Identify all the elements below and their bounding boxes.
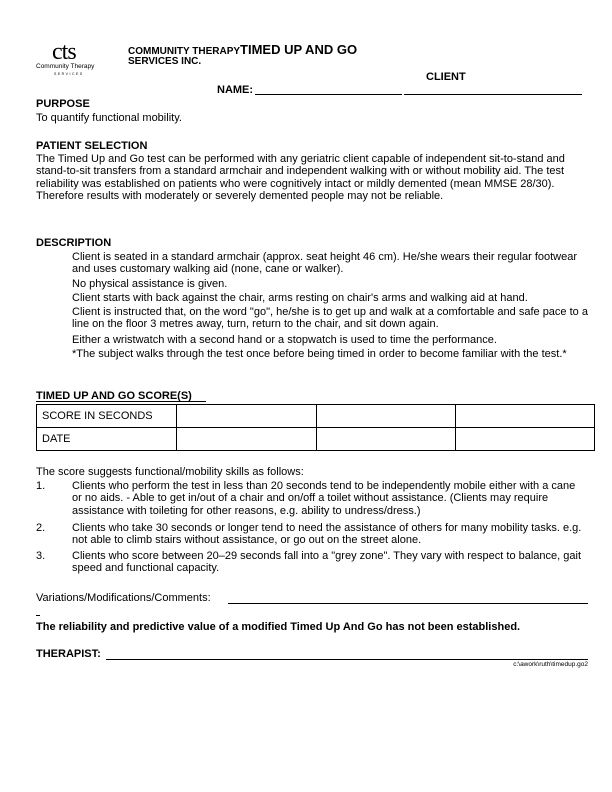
table-row <box>37 405 595 428</box>
date-row-label: DATE <box>37 428 177 451</box>
interpretation-item <box>36 480 588 517</box>
description-item-text: No physical assistance is given. <box>72 278 228 290</box>
item-number: 3. <box>36 550 46 562</box>
therapist-line[interactable] <box>106 659 588 660</box>
scores-heading: TIMED UP AND GO SCORE(S) <box>36 390 192 402</box>
variations-line-short <box>36 615 40 616</box>
score-table <box>36 404 595 451</box>
patient-selection-text: The Timed Up and Go test can be performed with any geriatric client capable of independent sit-to-stand and stand-to-sit transfers from a standard armchair and independent walking with or without mobility aid. The test reliability was established on patients who were cognitively intact or mildly demented (mean MMSE 28/30). Therefore results with moderately or severely demented people may not be reliable. <box>36 153 565 203</box>
file-path: c:\awork\ruth\timedup.go2 <box>513 661 588 668</box>
table-row <box>37 428 595 451</box>
date-cell[interactable] <box>177 428 317 451</box>
item-number: 1. <box>36 480 46 492</box>
date-cell[interactable] <box>317 428 456 451</box>
name-line-1[interactable] <box>255 94 402 95</box>
client-label: CLIENT <box>426 71 466 83</box>
description-item <box>36 306 588 331</box>
logo-name: Community Therapy <box>36 63 95 70</box>
description-item-text: Either a wristwatch with a second hand or a stopwatch is used to time the performance. <box>72 334 497 346</box>
interpretation-item-text: Clients who perform the test in less than 20 seconds tend to be independently mobile either with a cane or no aids. - Able to get in/out of a chair and on/off a toilet without assistance. (Clients may require assistance with toileting for other reasons, e.g. ability to undress/dress.) <box>72 480 576 517</box>
name-line-2[interactable] <box>404 94 582 95</box>
purpose-text: To quantify functional mobility. <box>36 112 182 124</box>
interpretation-item <box>36 522 588 547</box>
score-row-label: SCORE IN SECONDS <box>37 405 177 428</box>
variations-label: Variations/Modifications/Comments: <box>36 592 211 604</box>
description-heading: DESCRIPTION <box>36 237 112 249</box>
patient-selection-heading: PATIENT SELECTION <box>36 140 148 152</box>
description-item-text: Client is instructed that, on the word "go", he/she is to get up and walk at a comfortable and safe pace to a line on the floor 3 metres away, turn, return to the chair, and sit down again. <box>72 306 588 331</box>
page-title: TIMED UP AND GO <box>240 42 358 57</box>
score-cell[interactable] <box>177 405 317 428</box>
description-item <box>36 278 588 290</box>
score-cell[interactable] <box>317 405 456 428</box>
scores-heading-underline <box>36 401 206 402</box>
interpretation-item-text: Clients who take 30 seconds or longer tend to need the assistance of others for many mobility tasks. e.g. not able to climb stairs without assistance, or go out on the street alone. <box>72 522 582 547</box>
org-name-line2: SERVICES INC. <box>128 56 202 67</box>
description-item <box>36 251 588 276</box>
description-item-text: Client starts with back against the chair, arms resting on chair's arms and walking aid at hand. <box>72 292 528 304</box>
therapist-label: THERAPIST: <box>36 648 101 660</box>
purpose-heading: PURPOSE <box>36 98 90 110</box>
description-item-text: Client is seated in a standard armchair (approx. seat height 46 cm). He/she wears their regular footwear and uses customary walking aid (none, cane or walker). <box>72 251 578 276</box>
org-name <box>128 42 357 57</box>
item-number: 2. <box>36 522 46 534</box>
description-item <box>36 292 588 304</box>
date-cell[interactable] <box>456 428 595 451</box>
description-item-text: *The subject walks through the test once before being timed in order to become familiar with the test.* <box>72 348 567 360</box>
logo-mark: cts <box>52 39 76 65</box>
name-label: NAME: <box>217 84 254 96</box>
org-name-line1: COMMUNITY THERAPY <box>128 46 241 57</box>
variations-line[interactable] <box>228 603 588 604</box>
logo <box>36 40 106 80</box>
reliability-note: The reliability and predictive value of a modified Timed Up And Go has not been established. <box>36 621 521 633</box>
score-cell[interactable] <box>456 405 595 428</box>
interpretation-item <box>36 550 588 575</box>
interpretation-item-text: Clients who score between 20–29 seconds fall into a "grey zone". They vary with respect to balance, gait speed and functional capacity. <box>72 550 582 575</box>
description-item <box>36 348 588 360</box>
logo-sub: SERVICES <box>54 72 84 76</box>
description-item <box>36 334 588 346</box>
interpretation-intro: The score suggests functional/mobility skills as follows: <box>36 466 304 478</box>
